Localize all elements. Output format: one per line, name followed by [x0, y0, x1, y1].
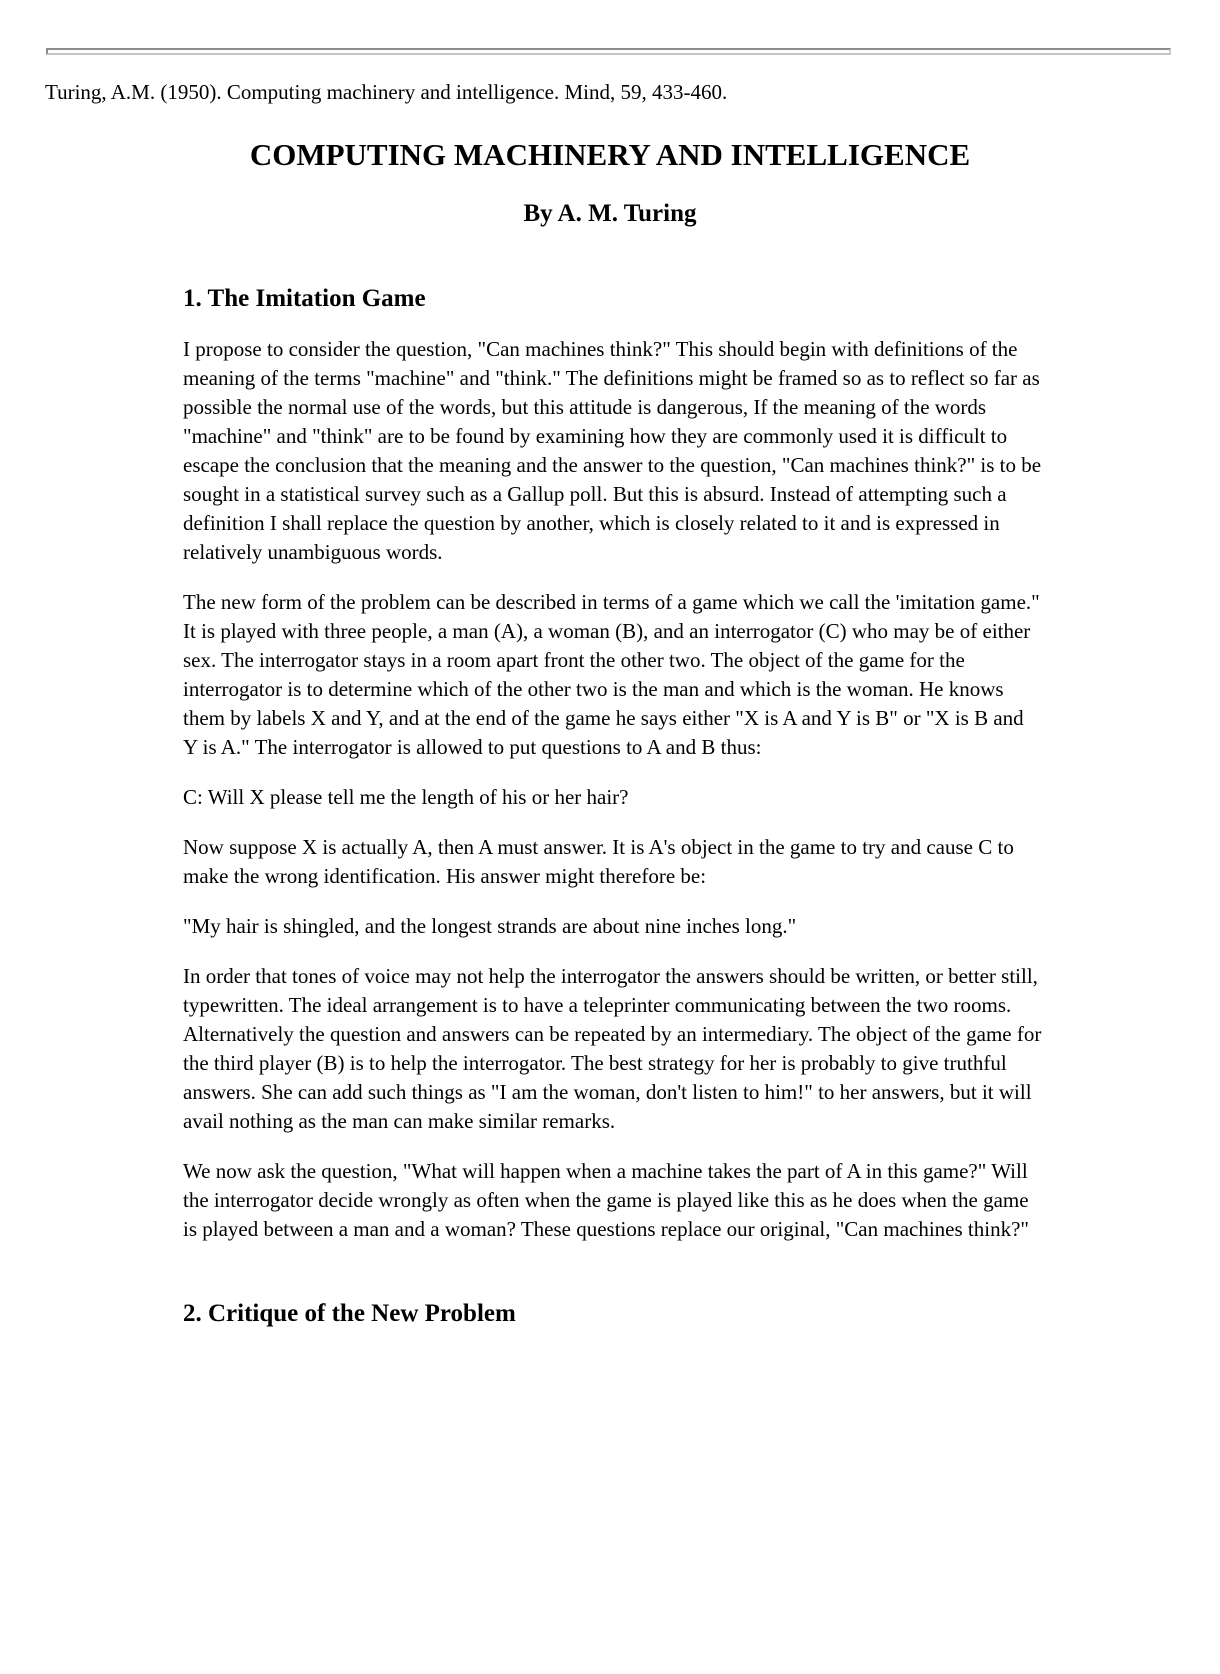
author-byline: By A. M. Turing — [523, 200, 697, 227]
paragraph-propose-question: I propose to consider the question, "Can machines think?" This should begin with definitions of the meaning of the terms "machine" and "think." The definitions might be framed so as to reflect so far as possible the normal use of the words, but this attitude is dangerous, If the meaning of the words "machine" and "think" are to be found by examining how they are commonly used it is difficult to escape the conclusion that the meaning and the answer to the question, "Can machines think?" is to be sought in a statistical survey such as a Gallup poll. But this is absurd. Instead of attempting such a definition I shall replace the question by another, which is closely related to it and is expressed in relatively unambiguous words. — [183, 337, 1042, 564]
paragraph-interrogator-question: C: Will X please tell me the length of his or her hair? — [183, 785, 629, 809]
horizontal-rule — [46, 48, 1171, 55]
paragraph-new-form-of-problem: The new form of the problem can be described in terms of a game which we call the 'imitation game." It is played with three people, a man (A), a woman (B), and an interrogator (C) who may be of either sex. The interrogator stays in a room apart front the other two. The object of the game for the interrogator is to determine which of the other two is the man and which is the woman. He knows them by labels X and Y, and at the end of the game he says either "X is A and Y is B" or "X is B and Y is A." The interrogator is allowed to put questions to A and B thus: — [183, 590, 1040, 759]
paragraph-tones-of-voice: In order that tones of voice may not help the interrogator the answers should be written, or better still, typewritten. The ideal arrangement is to have a teleprinter communicating between the two rooms. Alternatively the question and answers can be repeated by an intermediary. The object of the game for the third player (B) is to help the interrogator. The best strategy for her is probably to give truthful answers. She can add such things as "I am the woman, don't listen to him!" to her answers, but it will avail nothing as the man can make similar remarks. — [183, 964, 1042, 1133]
paragraph-we-now-ask: We now ask the question, "What will happen when a machine takes the part of A in this game?" Will the interrogator decide wrongly as often when the game is played like this as he does when the game is played between a man and a woman? These questions replace our original, "Can machines think?" — [183, 1159, 1029, 1241]
section-heading-critique-new-problem: 2. Critique of the New Problem — [183, 1300, 516, 1327]
paragraph-hair-shingled-answer: "My hair is shingled, and the longest strands are about nine inches long." — [183, 914, 797, 938]
paper-title: COMPUTING MACHINERY AND INTELLIGENCE — [249, 137, 971, 172]
paragraph-now-suppose-x: Now suppose X is actually A, then A must answer. It is A's object in the game to try and cause C to make the wrong identification. His answer might therefore be: — [183, 835, 1014, 888]
citation-line: Turing, A.M. (1950). Computing machinery and intelligence. Mind, 59, 433-460. — [45, 80, 728, 104]
paper-body — [183, 284, 1042, 1329]
section-heading-imitation-game: 1. The Imitation Game — [183, 285, 426, 312]
